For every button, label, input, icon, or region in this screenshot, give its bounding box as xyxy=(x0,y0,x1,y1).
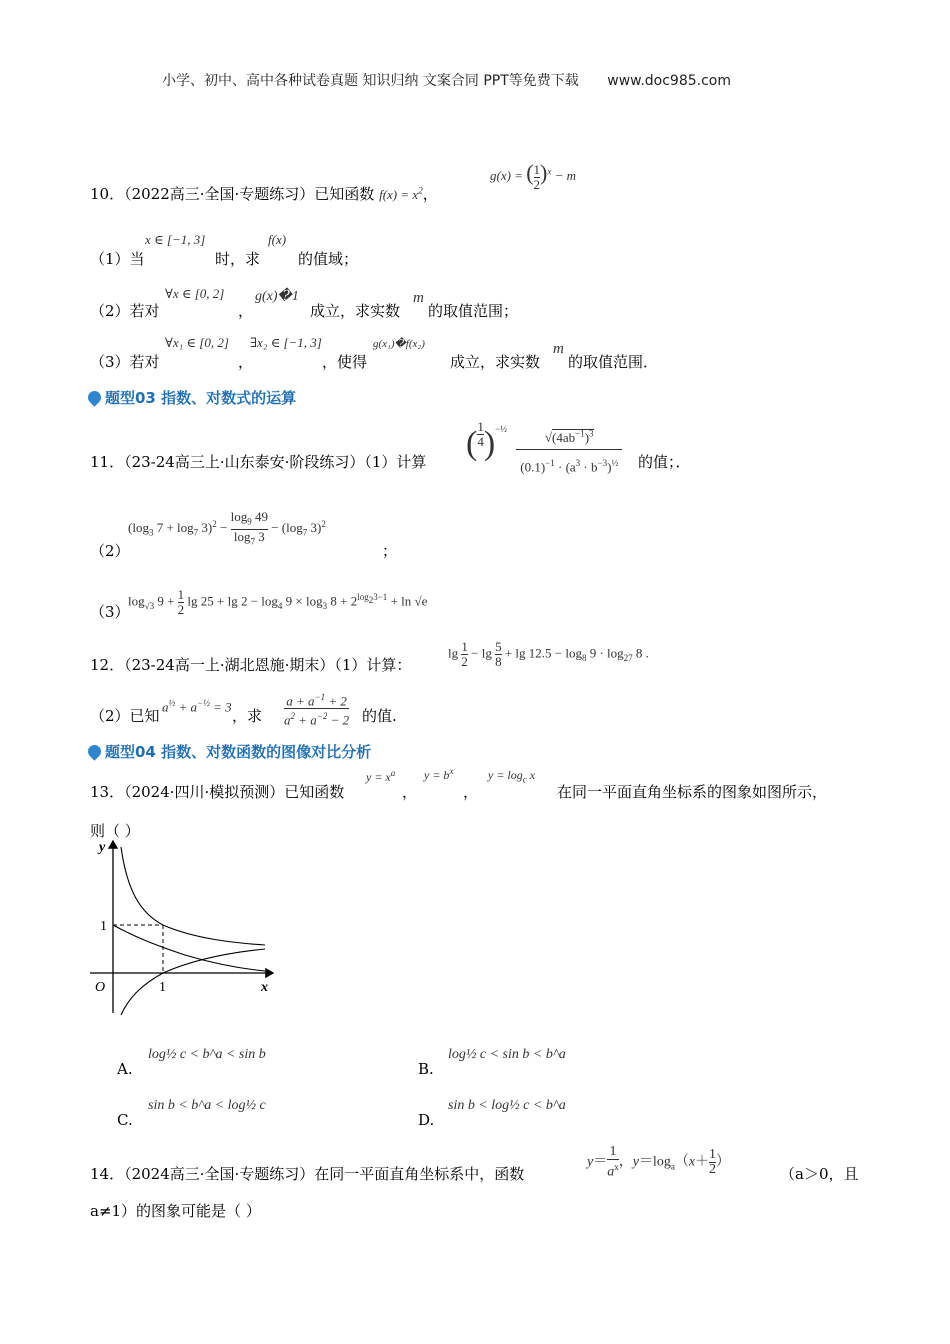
x-tick-one: 1 xyxy=(159,980,166,995)
option-c[interactable]: C. xyxy=(117,1111,133,1129)
f-definition: $f(x) = x^2$ xyxy=(379,185,423,202)
q13-fn-exp: $y = b^x$ xyxy=(424,766,454,782)
q13-function-graph xyxy=(85,835,280,1020)
option-d-expr: sin b < log½ c < b^a xyxy=(448,1098,566,1113)
q12-part2: （2）已知 xyxy=(90,707,160,725)
location-pin-icon xyxy=(85,388,103,406)
q13-fn-power: $y = x^a$ xyxy=(366,768,396,784)
q11-expression-1: ( $\frac{1}{4}$ )$^{-\frac{1}{2}}$ $\frac{√(4ab^{-1})^3}{(0.1)^{-1} \cdot (a^3 \cdot b^{-3})^{\frac{1}{2}}}$ xyxy=(466,420,622,480)
q10-part2: （2）若对 xyxy=(90,302,160,320)
q14-functions: y＝ $\frac{1}{a^x}$ ，$y=\log_a(x+$ $\frac{1}{2}$ ） xyxy=(587,1144,731,1180)
q10-part1: （1）当 xyxy=(90,250,145,268)
question-14-stem: 14．（2024高三·全国·专题练习）在同一平面直角坐标系中，函数 xyxy=(90,1165,525,1183)
section-title-03: 题型03 指数、对数式的运算 xyxy=(88,387,296,408)
question-13-stem: 13．（2024·四川·模拟预测）已知函数 xyxy=(90,783,345,801)
curve-power xyxy=(121,847,265,945)
q12-target: $\frac{a + a^{-1} + 2}{a^2 + a^{-2} - 2}$ xyxy=(284,692,350,728)
option-d[interactable]: D. xyxy=(418,1111,435,1129)
g-definition: g(x) = ( $\frac{1}{2}$ )$^x$ − m xyxy=(490,160,577,192)
section-title-04: 题型04 指数、对数函数的图像对比分析 xyxy=(88,741,371,762)
q10-p1-range: x ∈ [−1, 3] xyxy=(145,232,206,247)
option-b-expr: log½ c < sin b < b^a xyxy=(448,1047,566,1062)
option-a[interactable]: A. xyxy=(117,1060,133,1078)
y-tick-one: 1 xyxy=(100,919,107,934)
q12-expression-1: lg $\frac{1}{2}$ − lg $\frac{5}{8}$ + $\lg 12.5 - \log_8 9 \cdot \log_{27} 8$ . xyxy=(448,639,649,669)
page-header xyxy=(162,70,731,90)
origin-label: O xyxy=(95,980,106,995)
location-pin-icon xyxy=(85,742,103,760)
header-text: 小学、初中、高中各种试卷真题 知识归纳 文案合同 PPT等免费下载 xyxy=(162,73,579,89)
q13-fn-log: $y = \log_c x$ xyxy=(488,768,536,785)
q11-part2: （2） xyxy=(90,542,130,560)
q10-part3: （3）若对 xyxy=(90,353,160,371)
curve-log xyxy=(121,949,265,1015)
x-axis-label: x xyxy=(261,980,268,995)
header-url: www.doc985.com xyxy=(607,73,731,89)
question-10-stem: 10．（2022高三·全国·专题练习）已知函数 $f(x) = x^2$， xyxy=(90,185,438,203)
q11-expression-3: $\log_{√3} 9$ + $\frac{1}{2}$ $\lg 25 + \lg 2 - \log_4 9 \times \log_3 8 + 2^{log_23-1} + \ln √e$ xyxy=(128,587,428,617)
q12-condition: $a^{\frac{1}{2}} + a^{-\frac{1}{2}} = 3$ xyxy=(162,698,232,715)
option-c-expr: sin b < b^a < log½ c xyxy=(148,1098,266,1113)
question-12-stem: 12．（23-24高一上·湖北恩施·期末）（1）计算： xyxy=(90,656,412,674)
option-b[interactable]: B. xyxy=(418,1060,434,1078)
q11-part3: （3） xyxy=(90,603,130,621)
curve-exponential xyxy=(113,925,265,971)
question-11-stem: 11．（23-24高三上·山东泰安·阶段练习）（1）计算 xyxy=(90,453,427,471)
option-a-expr: log½ c < b^a < sin b xyxy=(148,1047,266,1062)
q11-expression-2: ($\log_3$ $7 + \log_7 3)^2$ − $\frac{\log_9 49}{\log_7 3}$ − ($\log_7$ 3)$^2$ xyxy=(128,509,326,547)
y-axis-label: y xyxy=(99,840,106,855)
